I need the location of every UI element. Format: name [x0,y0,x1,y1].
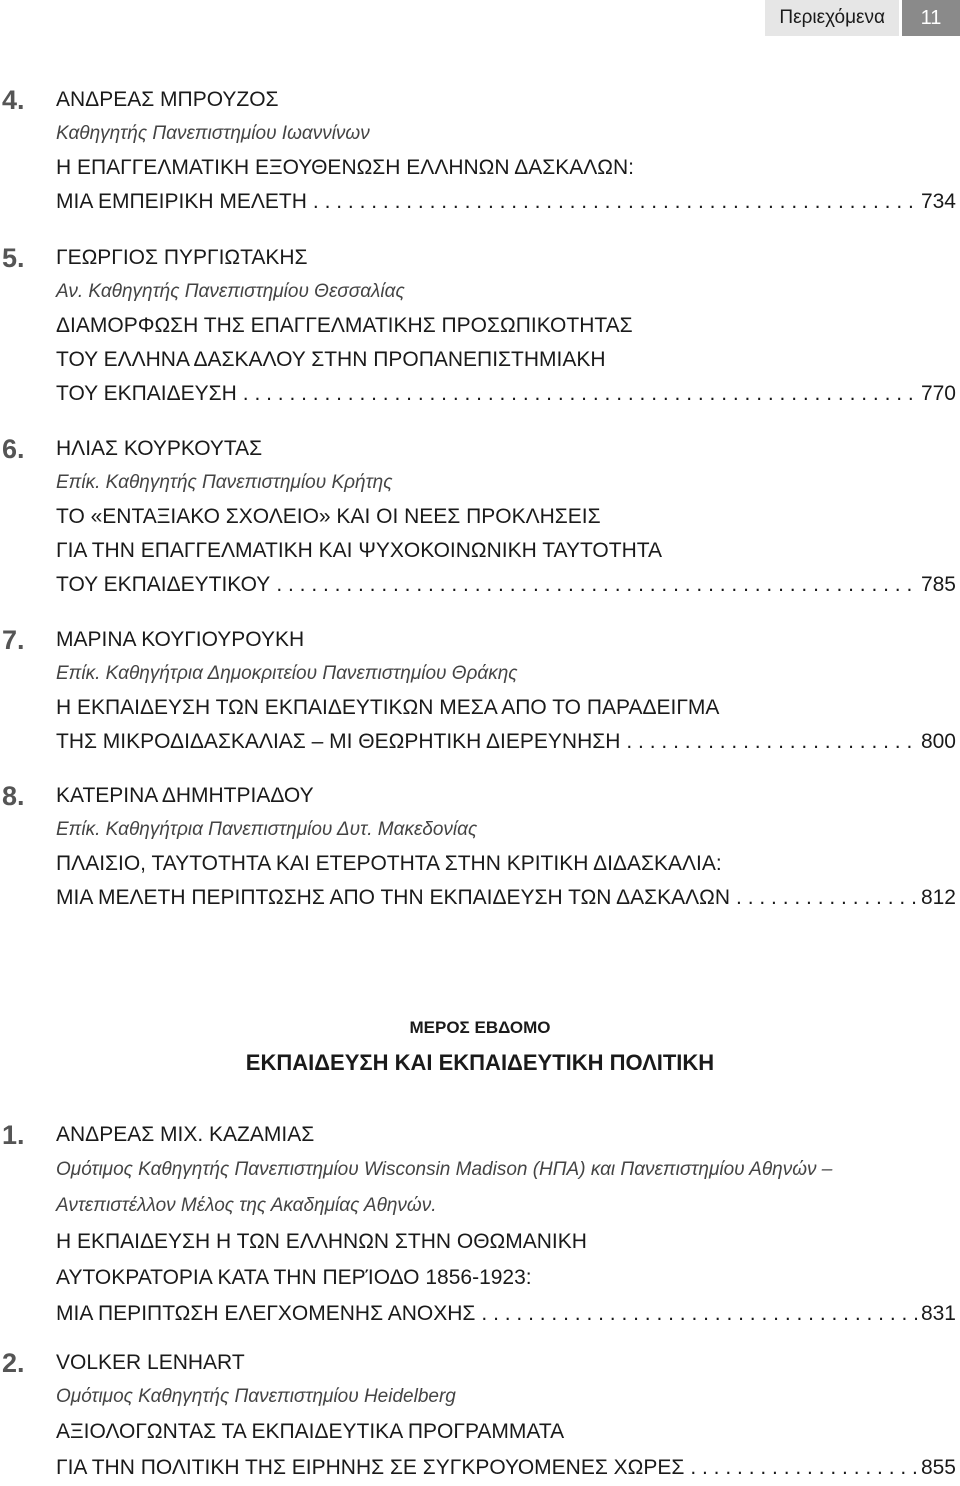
toc-entry [0,241,960,411]
entry-title-line: ΤΟΥ ΕΛΛΗΝΑ ΔΑΣΚΑΛΟΥ ΣΤΗΝ ΠΡΟΠΑΝΕΠΙΣΤΗΜΙΑΚΗ [56,348,606,371]
entry-affiliation: Επίκ. Καθηγήτρια Δημοκριτείου Πανεπιστημίου Θράκης [56,663,518,684]
leader-dots [475,1296,917,1332]
toc-entry [0,623,960,759]
entry-page: 800 [920,730,956,753]
entry-title-line: ΠΛΑΙΣΙΟ, ΤΑΥΤΟΤΗΤΑ ΚΑΙ ΕΤΕΡΟΤΗΤΑ ΣΤΗΝ ΚΡΙΤΙΚΗ ΔΙΔΑΣΚΑΛΙΑ: [56,852,722,875]
entry-affiliation: Αντεπιστέλλον Μέλος της Ακαδημίας Αθηνών. [56,1195,437,1216]
entry-title-last-line [56,568,956,602]
page-number: 11 [902,0,960,36]
entry-page: 734 [920,190,956,213]
leader-dots [307,185,917,219]
entry-title-line: ΜΙΑ ΠΕΡΙΠΤΩΣΗ ΕΛΕΓΧΟΜΕΝΗΣ ΑΝΟΧΗΣ [56,1302,476,1325]
entry-page: 770 [920,382,956,405]
entry-author: ΓΕΩΡΓΙΟΣ ΠΥΡΓΙΩΤΑΚΗΣ [56,246,308,269]
entry-author: ΗΛΙΑΣ ΚΟΥΡΚΟΥΤΑΣ [56,437,263,460]
entry-page: 831 [920,1302,956,1325]
entry-title-last-line [56,725,956,759]
entry-affiliation: Επίκ. Καθηγήτρια Πανεπιστημίου Δυτ. Μακεδονίας [56,819,478,840]
leader-dots [270,568,917,602]
entry-number: 7. [2,625,25,655]
toc-entry [0,1346,960,1486]
entry-title-last-line [56,1450,956,1486]
toc-entry [0,432,960,602]
entry-title-line: ΑΥΤΟΚΡΑΤΟΡΙΑ ΚΑΤΑ ΤΗΝ ΠΕΡΊΟΔΟ 1856-1923: [56,1266,532,1289]
entry-author: VOLKER LENHART [56,1351,245,1374]
entry-title-line: Η ΕΚΠΑΙΔΕΥΣΗ Η ΤΩΝ ΕΛΛΗΝΩΝ ΣΤΗΝ ΟΘΩΜΑΝΙΚΗ [56,1230,587,1253]
leader-dots [237,377,917,411]
entry-title-line: ΔΙΑΜΟΡΦΩΣΗ ΤΗΣ ΕΠΑΓΓΕΛΜΑΤΙΚΗΣ ΠΡΟΣΩΠΙΚΟΤΗΤΑΣ [56,314,633,337]
entry-title-line: Η ΕΠΑΓΓΕΛΜΑΤΙΚΗ ΕΞΟΥΘΕΝΩΣΗ ΕΛΛΗΝΩΝ ΔΑΣΚΑΛΩΝ: [56,156,634,179]
entry-number: 2. [2,1348,25,1378]
toc-entry [0,1118,960,1332]
toc-entry [0,83,960,219]
entry-title-line: ΤΟ «ΕΝΤΑΞΙΑΚΟ ΣΧΟΛΕΙΟ» ΚΑΙ ΟΙ ΝΕΕΣ ΠΡΟΚΛΗΣΕΙΣ [56,505,601,528]
leader-dots [730,881,917,915]
entry-title-last-line [56,377,956,411]
entry-page: 812 [920,886,956,909]
entry-title-line: ΓΙΑ ΤΗΝ ΠΟΛΙΤΙΚΗ ΤΗΣ ΕΙΡΗΝΗΣ ΣΕ ΣΥΓΚΡΟΥΟΜΕΝΕΣ ΧΩΡΕΣ [56,1456,685,1479]
entry-title-line: ΓΙΑ ΤΗΝ ΕΠΑΓΓΕΛΜΑΤΙΚΗ ΚΑΙ ΨΥΧΟΚΟΙΝΩΝΙΚΗ ΤΑΥΤΟΤΗΤΑ [56,539,663,562]
section-title: Περιεχόμενα [765,0,899,36]
entry-author: ΚΑΤΕΡΙΝΑ ΔΗΜΗΤΡΙΑΔΟΥ [56,784,314,807]
entry-author: ΑΝΔΡΕΑΣ ΜΙΧ. ΚΑΖΑΜΙΑΣ [56,1123,315,1146]
part-heading [0,1018,960,1076]
entry-affiliation: Καθηγητής Πανεπιστημίου Ιωαννίνων [56,123,370,144]
entry-affiliation: Επίκ. Καθηγητής Πανεπιστημίου Κρήτης [56,472,393,493]
entry-affiliation: Ομότιμος Καθηγητής Πανεπιστημίου Heidelberg [56,1386,456,1407]
entry-affiliation: Ομότιμος Καθηγητής Πανεπιστημίου Wisconsin Madison (ΗΠΑ) και Πανεπιστημίου Αθηνών – [56,1159,833,1180]
entry-title-last-line [56,881,956,915]
leader-dots [684,1450,917,1486]
entry-title-last-line [56,1296,956,1332]
entry-page: 785 [920,573,956,596]
entry-title-line: ΤΟΥ ΕΚΠΑΙΔΕΥΣΗ [56,382,237,405]
entry-title-line: ΑΞΙΟΛΟΓΩΝΤΑΣ ΤΑ ΕΚΠΑΙΔΕΥΤΙΚΑ ΠΡΟΓΡΑΜΜΑΤΑ [56,1420,565,1443]
part-label: ΜΕΡΟΣ ΕΒΔΟΜΟ [409,1018,551,1037]
leader-dots [620,725,917,759]
entry-title-line: ΤΟΥ ΕΚΠΑΙΔΕΥΤΙΚΟΥ [56,573,271,596]
entry-number: 8. [2,781,25,811]
entry-number: 4. [2,85,25,115]
entry-number: 1. [2,1120,25,1150]
entry-title-line: ΜΙΑ ΜΕΛΕΤΗ ΠΕΡΙΠΤΩΣΗΣ ΑΠΟ ΤΗΝ ΕΚΠΑΙΔΕΥΣΗ ΤΩΝ ΔΑΣΚΑΛΩΝ [56,886,731,909]
entry-author: ΑΝΔΡΕΑΣ ΜΠΡΟΥΖΟΣ [56,88,279,111]
entry-author: ΜΑΡΙΝΑ ΚΟΥΓΙΟΥΡΟΥΚΗ [56,628,305,651]
entry-page: 855 [920,1456,956,1479]
entry-number: 6. [2,434,25,464]
part-title: ΕΚΠΑΙΔΕΥΣΗ ΚΑΙ ΕΚΠΑΙΔΕΥΤΙΚΗ ΠΟΛΙΤΙΚΗ [245,1050,715,1075]
entry-title-line: Η ΕΚΠΑΙΔΕΥΣΗ ΤΩΝ ΕΚΠΑΙΔΕΥΤΙΚΩΝ ΜΕΣΑ ΑΠΟ ΤΟ ΠΑΡΑΔΕΙΓΜΑ [56,696,720,719]
entry-title-last-line [56,185,956,219]
entry-title-line: ΜΙΑ ΕΜΠΕΙΡΙΚΗ ΜΕΛΕΤΗ [56,190,307,213]
entry-affiliation: Αν. Καθηγητής Πανεπιστημίου Θεσσαλίας [56,281,405,302]
entry-title-line: ΤΗΣ ΜΙΚΡΟΔΙΔΑΣΚΑΛΙΑΣ – ΜΙ ΘΕΩΡΗΤΙΚΗ ΔΙΕΡΕΥΝΗΣΗ [56,730,621,753]
page-header [765,0,960,36]
toc-entry [0,779,960,915]
entry-number: 5. [2,243,25,273]
